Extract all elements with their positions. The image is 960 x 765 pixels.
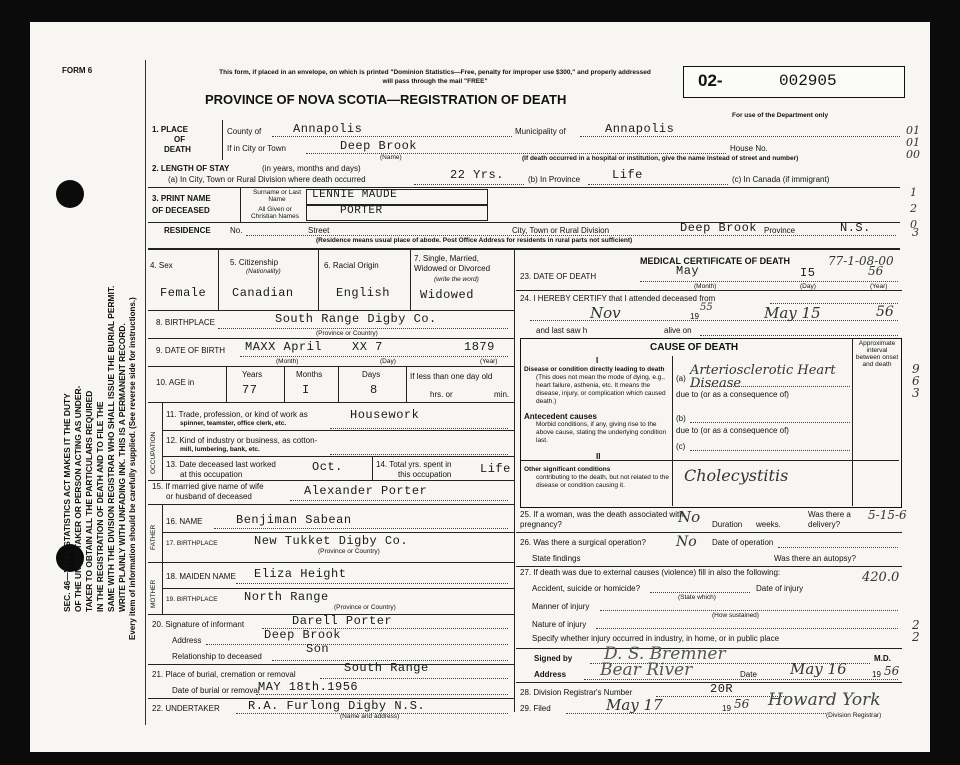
racial-origin-value: English xyxy=(336,286,390,300)
how-sustained-caption: (How sustained) xyxy=(712,612,759,619)
code-14: 2 xyxy=(912,630,920,644)
total-years-sub: this occupation xyxy=(398,470,452,479)
autopsy-question: Was there an autopsy? xyxy=(774,554,856,563)
nineteen-label: 19 xyxy=(690,312,699,321)
undertaker-caption: (Name and address) xyxy=(340,713,400,720)
due-to-label-1: due to (or as a consequence of) xyxy=(676,390,789,399)
residence-province-value: N.S. xyxy=(840,221,871,235)
filed-nineteen: 19 xyxy=(722,704,731,713)
signed-date: May 16 xyxy=(790,660,847,678)
relationship-value: Son xyxy=(306,642,330,656)
father-name-value: Benjiman Sabean xyxy=(236,513,352,527)
burial-date-value: MAY 18th.1956 xyxy=(258,680,359,694)
last-saw-label: and last saw h xyxy=(536,326,588,335)
state-findings-label: State findings xyxy=(532,554,581,563)
total-years-value: Life xyxy=(480,462,511,476)
signed-year-prefix: 19 xyxy=(872,670,881,679)
date-of-birth-label: 9. DATE OF BIRTH xyxy=(156,346,226,355)
punch-hole-top xyxy=(56,180,84,208)
other-conditions-note: contributing to the death, but not related to the disease or condition causing it. xyxy=(536,474,669,489)
informant-address: Deep Brook xyxy=(264,628,342,642)
md-label: M.D. xyxy=(874,654,891,663)
residence-city-value: Deep Brook xyxy=(680,221,758,235)
marital-status-sub: (write the word) xyxy=(434,276,479,283)
side-notice-5: SAME WITH THE DIVISION REGISTRAR WHO SHALL ISSUE THE BURIAL PERMIT. xyxy=(106,285,116,612)
under-one-day-label: If less than one day old xyxy=(410,372,493,381)
certify-label: 24. I HEREBY CERTIFY that I attended deceased from xyxy=(520,294,716,303)
death-date-code: 77-1-08-00 xyxy=(828,254,894,268)
father-birthplace-label: 17. BIRTHPLACE xyxy=(166,540,218,547)
manner-of-injury-label: Manner of injury xyxy=(532,602,590,611)
age-months: I xyxy=(302,383,310,397)
other-conditions-label: Other significant conditions xyxy=(524,466,611,473)
citizenship-sub: (Nationality) xyxy=(246,268,281,275)
informant-name: Darell Porter xyxy=(292,614,393,628)
death-year-caption: (Year) xyxy=(870,283,888,290)
length-of-stay-sub: (in years, months and days) xyxy=(262,164,361,173)
side-notice-1: SEC. 46—VITAL STATISTICS ACT MAKES IT THE DUTY xyxy=(62,393,72,612)
industry-label: 12. Kind of industry or business, as cotton- xyxy=(166,436,318,445)
trade-sub: spinner, teamster, office clerk, etc. xyxy=(180,420,287,427)
signed-year: 56 xyxy=(884,664,900,678)
filed-label: 29. Filed xyxy=(520,704,551,713)
cause-b-label: (b) xyxy=(676,414,686,423)
dob-month: MAXX April xyxy=(245,340,323,354)
trade-value: Housework xyxy=(350,408,420,422)
duration-label: Duration xyxy=(712,520,743,529)
last-worked-value: Oct. xyxy=(312,460,343,474)
pregnancy-answer: No xyxy=(678,508,701,526)
place-of-death-label: 1. PLACE OF DEATH xyxy=(152,125,191,154)
surname-value: LENNIE MAUDE xyxy=(312,189,398,201)
code-11: 6 xyxy=(912,374,920,388)
accident-label: Accident, suicide or homicide? xyxy=(532,584,641,593)
age-days: 8 xyxy=(370,383,378,397)
attended-from-year: 55 xyxy=(700,302,713,313)
attended-from-month: Nov xyxy=(590,304,621,322)
part-two-label: II xyxy=(596,452,601,461)
dob-day-caption: (Day) xyxy=(380,358,396,365)
minutes-label: min. xyxy=(494,390,510,399)
surgery-question: 26. Was there a surgical operation? xyxy=(520,538,646,547)
total-years-label: 14. Total yrs. spent in xyxy=(376,460,452,469)
attended-to-date: May 15 xyxy=(764,304,821,322)
father-side-label: FATHER xyxy=(150,524,157,550)
code-2: 01 xyxy=(906,136,920,149)
registration-number-box xyxy=(683,66,905,98)
stay-province-value: Life xyxy=(612,168,643,182)
residence-province-label: Province xyxy=(764,226,796,235)
side-notice-4: IN THE REGISTRATION OF DEATH AND TO FILE THE xyxy=(95,401,105,612)
marital-status-value: Widowed xyxy=(420,288,474,302)
death-year: 56 xyxy=(868,264,884,278)
signed-date-label: Date xyxy=(740,670,757,679)
code-3: 00 xyxy=(906,148,920,161)
due-to-label-2: due to (or as a consequence of) xyxy=(676,426,789,435)
stay-city-label: (a) In City, Town or Rural Division where death occurred xyxy=(168,175,366,184)
date-of-death-label: 23. DATE OF DEATH xyxy=(520,272,597,281)
state-which-caption: (State which) xyxy=(678,594,716,601)
disease-label: Disease or condition directly leading to death xyxy=(524,366,665,373)
given-names-caption: All Given or Christian Names xyxy=(250,206,300,220)
father-birthplace-caption: (Province or Country) xyxy=(318,548,380,555)
racial-origin-label: 6. Racial Origin xyxy=(324,261,379,270)
spouse-value: Alexander Porter xyxy=(304,484,428,498)
mother-side-label: MOTHER xyxy=(150,579,157,608)
code-10: 9 xyxy=(912,362,920,376)
physician-address: Bear River xyxy=(600,660,693,680)
registrar-number-label: 28. Division Registrar's Number xyxy=(520,688,633,697)
medical-certificate-title: MEDICAL CERTIFICATE OF DEATH xyxy=(640,256,790,266)
citizenship-label: 5. Citizenship xyxy=(230,258,279,267)
birthplace-label: 8. BIRTHPLACE xyxy=(156,318,215,327)
death-day-caption: (Day) xyxy=(800,283,816,290)
stay-province-label: (b) In Province xyxy=(528,175,581,184)
age-years-caption: Years xyxy=(242,370,263,379)
residence-note: (Residence means usual place of abode. Post Office Address for residents in rural parts not sufficient) xyxy=(316,237,633,244)
municipality-label: Municipality of xyxy=(515,127,566,136)
part-one-label: I xyxy=(596,356,599,365)
undertaker-value: R.A. Furlong Digby N.S. xyxy=(248,699,426,713)
dob-year-caption: (Year) xyxy=(480,358,498,365)
father-name-label: 16. NAME xyxy=(166,517,203,526)
father-birthplace-value: New Tukket Digby Co. xyxy=(254,534,409,548)
side-notice-3: TAKER TO OBTAIN ALL THE PARTICULARS REQUIRED xyxy=(84,390,94,612)
delivery-question: Was there a delivery? xyxy=(808,510,851,529)
interval-caption: Approximate interval between onset and death xyxy=(855,340,899,368)
code-6: 1 xyxy=(910,186,917,199)
residence-city-label: City, Town or Rural Division xyxy=(512,226,610,235)
burial-place-value: South Range xyxy=(344,661,429,675)
stay-canada-label: (c) In Canada (if immigrant) xyxy=(732,175,830,184)
death-month-caption: (Month) xyxy=(694,283,717,290)
weeks-label: weeks. xyxy=(756,520,781,529)
signed-by-label: Signed by xyxy=(534,654,573,663)
occupation-side-label: OCCUPATION xyxy=(150,431,157,474)
registration-number: 002905 xyxy=(779,72,837,90)
sex-label: 4. Sex xyxy=(150,261,173,270)
department-use-note: For use of the Department only xyxy=(732,112,829,119)
code-1: 01 xyxy=(906,124,920,137)
dob-year: 1879 xyxy=(464,340,495,354)
trade-label: 11. Trade, profession, or kind of work as xyxy=(166,410,308,419)
other-conditions-value: Cholecystitis xyxy=(684,466,789,485)
attended-to-year: 56 xyxy=(876,304,894,320)
filed-date: May 17 xyxy=(606,696,663,714)
surname-caption: Surname or Last Name xyxy=(252,189,302,203)
code-9: 3 xyxy=(912,226,919,239)
mother-birthplace-label: 19. BIRTHPLACE xyxy=(166,596,218,603)
cause-a-value: Arteriosclerotic Heart Disease xyxy=(690,363,836,391)
sex-value: Female xyxy=(160,286,207,300)
house-no-label: House No. xyxy=(730,144,768,153)
city-label: If in City or Town xyxy=(227,144,286,153)
citizenship-value: Canadian xyxy=(232,286,294,300)
code-13: 2 xyxy=(912,618,920,632)
given-names-value: PORTER xyxy=(340,205,383,217)
external-causes-label: 27. If death was due to external causes (violence) fill in also the following: xyxy=(520,568,781,577)
injury-place-label: Specify whether injury occurred in industry, in home, or in public place xyxy=(532,634,780,643)
municipality-value: Annapolis xyxy=(605,122,675,136)
dob-month-caption: (Month) xyxy=(276,358,299,365)
county-label: County of xyxy=(227,127,262,136)
age-months-caption: Months xyxy=(296,370,323,379)
city-value: Deep Brook xyxy=(340,139,418,153)
informant-label: 20. Signature of informant xyxy=(152,620,245,629)
injury-date-label: Date of injury xyxy=(756,584,804,593)
death-month: May xyxy=(676,264,700,278)
dob-day: XX 7 xyxy=(352,340,383,354)
filed-year: 56 xyxy=(734,697,750,711)
mail-notice: This form, if placed in an envelope, on which is printed "Dominion Statistics—Free, penalty for improper use $300," and properly addressed will pass through the mail "FREE" xyxy=(219,69,651,85)
registrar-caption: (Division Registrar) xyxy=(826,712,882,719)
pregnancy-code: 5-15-6 xyxy=(868,508,907,522)
burial-date-label: Date of burial or removal xyxy=(172,686,260,695)
mother-maiden-name-label: 18. MAIDEN NAME xyxy=(166,572,236,581)
side-notice-7: Every item of information should be carefully supplied. (See reverse side for instructions.) xyxy=(128,297,137,640)
mother-maiden-name-value: Eliza Height xyxy=(254,567,347,581)
code-12: 3 xyxy=(912,386,920,400)
physician-signature: D. S. Bremner xyxy=(604,644,726,664)
registration-prefix: 02- xyxy=(698,71,723,90)
registrar-number-value: 20R xyxy=(710,682,734,696)
residence-no-label: No. xyxy=(230,226,243,235)
side-notice-2: OF THE UNDERTAKER OR PERSON ACTING AS UNDER- xyxy=(73,385,83,612)
birthplace-value: South Range Digby Co. xyxy=(275,312,437,326)
cause-c-label: (c) xyxy=(676,442,686,451)
code-8: 0 xyxy=(910,218,917,231)
antecedent-note: Morbid conditions, if any, giving rise to the above cause, stating the underlying condition last. xyxy=(536,421,667,444)
last-worked-sub: at this occupation xyxy=(180,470,243,479)
physician-address-label: Address xyxy=(534,670,567,679)
disease-note: (This does not mean the mode of dying, e.g., heart failure, asthenia, etc. It means the disease, injury, or complication which caused death.) xyxy=(536,374,666,405)
pregnancy-question: 25. If a woman, was the death associated with pregnancy? xyxy=(520,510,684,529)
length-of-stay-label: 2. LENGTH OF STAY xyxy=(152,164,230,173)
surgery-answer: No xyxy=(676,534,697,550)
residence-street-label: Street xyxy=(308,226,330,235)
age-days-caption: Days xyxy=(362,370,381,379)
relationship-label: Relationship to deceased xyxy=(172,652,262,661)
burial-place-label: 21. Place of burial, cremation or removal xyxy=(152,670,296,679)
name-caption: (Name) xyxy=(380,154,402,161)
cause-a-label: (a) xyxy=(676,374,686,383)
marital-status-label: 7. Single, Married, Widowed or Divorced xyxy=(414,254,491,273)
residence-label: RESIDENCE xyxy=(164,226,211,235)
form-number: FORM 6 xyxy=(62,66,93,75)
side-notice-6: WRITE PLAINLY WITH UNFADING INK. THIS IS A PERMANENT RECORD. xyxy=(117,323,127,612)
operation-date-label: Date of operation xyxy=(712,538,774,547)
birthplace-caption: (Province or Country) xyxy=(316,330,378,337)
age-years: 77 xyxy=(242,383,258,397)
registrar-signature: Howard York xyxy=(768,690,881,710)
print-name-label: 3. PRINT NAME OF DECEASED xyxy=(152,194,211,215)
industry-sub: mill, lumbering, bank, etc. xyxy=(180,446,260,453)
mother-birthplace-caption: (Province or Country) xyxy=(334,604,396,611)
death-day: I5 xyxy=(800,266,816,280)
nature-of-injury-label: Nature of injury xyxy=(532,620,587,629)
age-label: 10. AGE in xyxy=(156,378,195,387)
alive-on-label: alive on xyxy=(664,326,692,335)
code-7: 2 xyxy=(910,202,917,215)
form-title: PROVINCE OF NOVA SCOTIA—REGISTRATION OF DEATH xyxy=(205,92,567,107)
cause-of-death-title: CAUSE OF DEATH xyxy=(650,342,739,353)
stay-city-value: 22 Yrs. xyxy=(450,168,504,182)
hospital-note: (If death occurred in a hospital or institution, give the name instead of street and number) xyxy=(522,155,799,162)
spouse-label: 15. If married give name of wife xyxy=(152,482,264,491)
external-causes-code: 420.0 xyxy=(862,570,900,585)
county-value: Annapolis xyxy=(293,122,363,136)
hours-label: hrs. or xyxy=(430,390,453,399)
undertaker-label: 22. UNDERTAKER xyxy=(152,704,220,713)
informant-address-label: Address xyxy=(172,636,202,645)
spouse-sub: or husband of deceased xyxy=(166,492,252,501)
last-worked-label: 13. Date deceased last worked xyxy=(166,460,276,469)
antecedent-label: Antecedent causes xyxy=(524,412,597,421)
mother-birthplace-value: North Range xyxy=(244,590,329,604)
